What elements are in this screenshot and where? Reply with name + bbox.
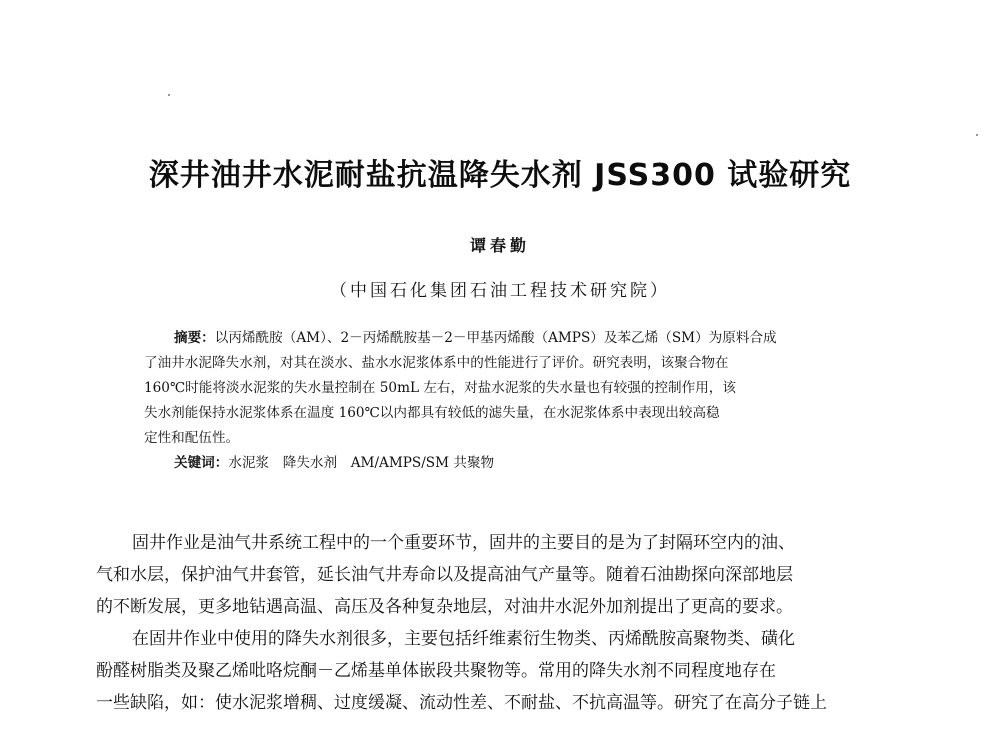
author-name: 谭春勤: [469, 236, 530, 255]
body-line: 固井作业是油气井系统工程中的一个重要环节，固井的主要目的是为了封隔环空内的油、: [132, 533, 795, 553]
keywords-text: 水泥浆 降失水剂 AM/AMPS/SM 共聚物: [228, 455, 495, 471]
paper-title: 深井油井水泥耐盐抗温降失水剂 JSS300 试验研究: [148, 158, 852, 193]
body-text: [96, 527, 922, 719]
body-line: 酚醛树脂类及聚乙烯吡咯烷酮－乙烯基单体嵌段共聚物等。常用的降失水剂不同程度地存在: [96, 661, 776, 681]
abstract-line: 160℃时能将淡水泥浆的失水量控制在 50mL 左右，对盐水泥浆的失水量也有较强的控制作用，该: [144, 380, 736, 396]
scan-speck: [168, 94, 170, 96]
body-line: 在固井作业中使用的降失水剂很多，主要包括纤维素衍生物类、丙烯酰胺高聚物类、磺化: [132, 629, 795, 649]
author-affiliation: （中国石化集团石油工程技术研究院）: [330, 281, 670, 301]
body-line: 气和水层，保护油气井套管，延长油气井寿命以及提高油气产量等。随着石油勘探向深部地层: [96, 565, 793, 585]
abstract-line: 了油井水泥降失水剂，对其在淡水、盐水水泥浆体系中的性能进行了评价。研究表明，该聚合物在: [144, 355, 729, 371]
keywords-label: 关键词：: [174, 455, 229, 471]
scan-speck: [976, 134, 978, 136]
abstract-label: 摘要：: [174, 330, 215, 346]
abstract-block: [144, 326, 878, 476]
abstract-text: 以丙烯酰胺（AM）、2－丙烯酰胺基－2－甲基丙烯酸（AMPS）及苯乙烯（SM）为原料合成: [214, 330, 777, 346]
body-line: 的不断发展，更多地钻遇高温、高压及各种复杂地层，对油井水泥外加剂提出了更高的要求。: [96, 597, 793, 617]
keywords-line: [144, 451, 878, 476]
abstract-line: 定性和配伍性。: [144, 430, 240, 446]
abstract-line: 失水剂能保持水泥浆体系在温度 160℃以内都具有较低的滤失量，在水泥浆体系中表现出较高稳: [144, 405, 720, 421]
body-line: 一些缺陷，如：使水泥浆增稠、过度缓凝、流动性差、不耐盐、不抗高温等。研究了在高分子链上: [96, 693, 827, 713]
abstract-line: [144, 326, 878, 351]
